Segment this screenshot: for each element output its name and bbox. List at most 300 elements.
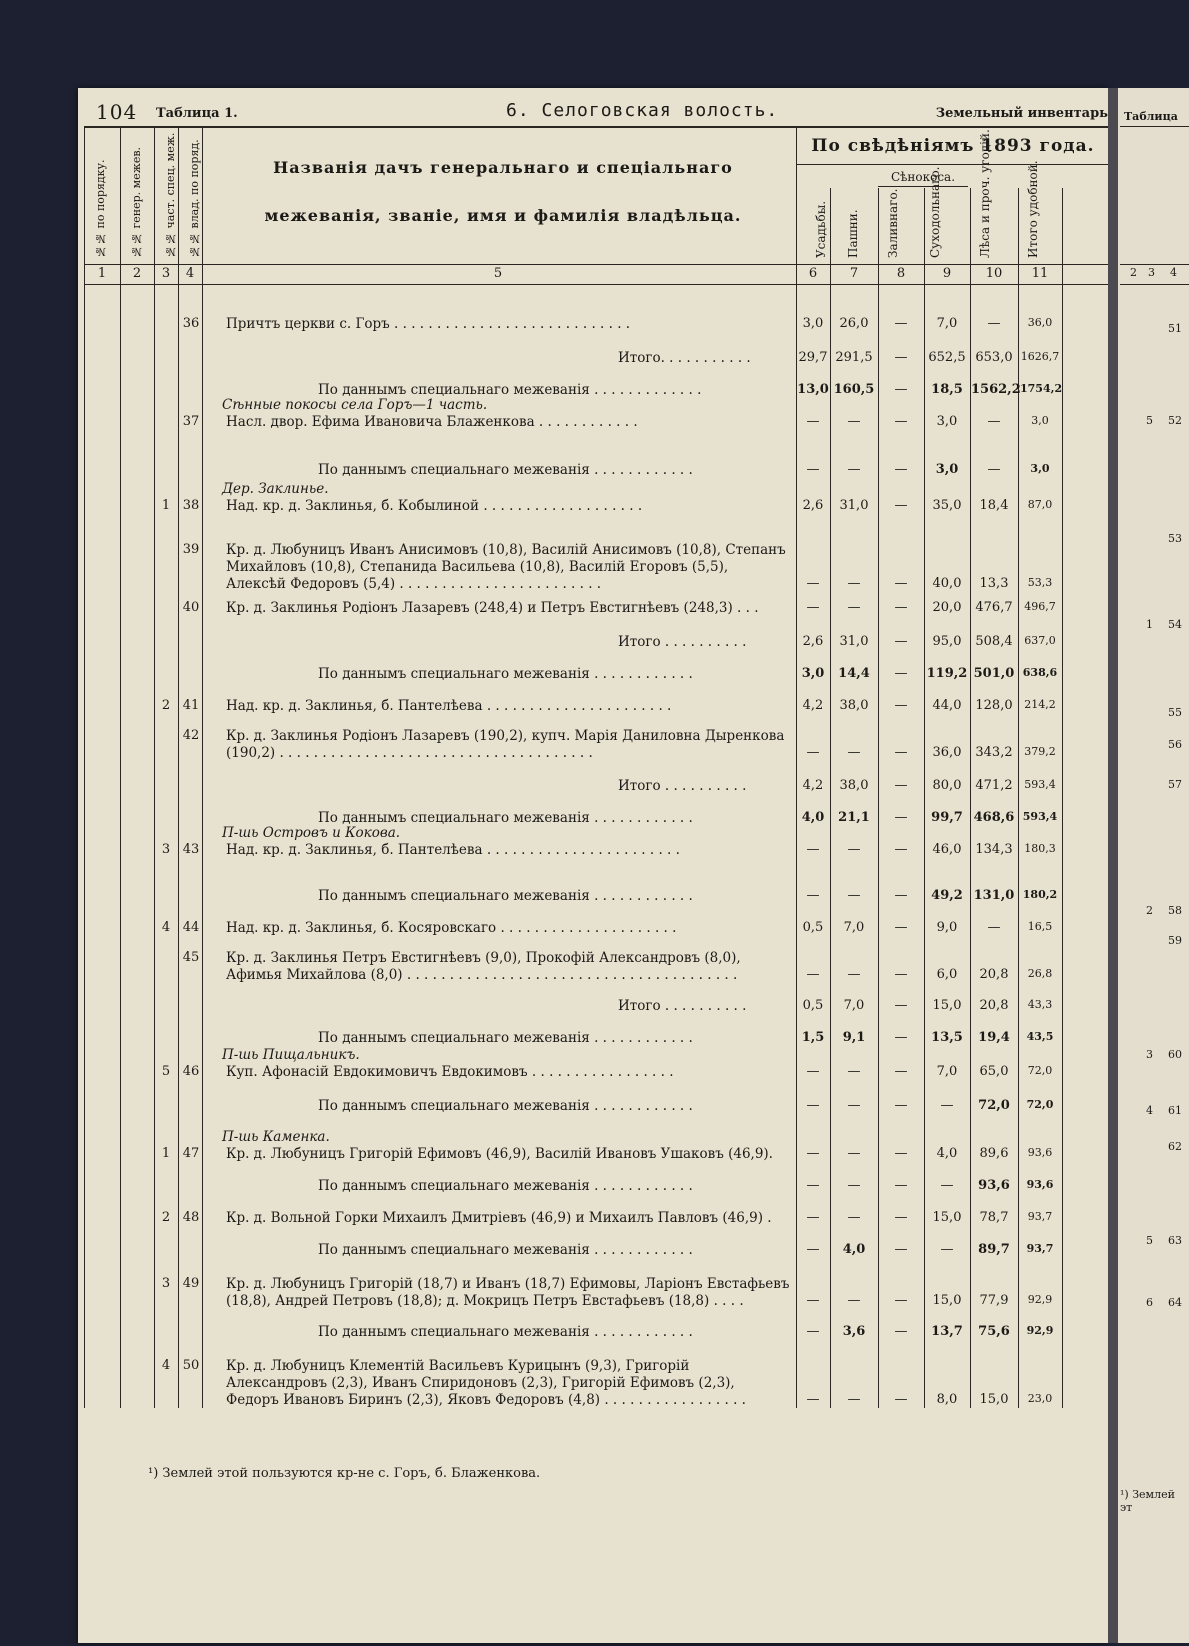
value-cell: — (894, 1030, 908, 1045)
value-cell: 93,6 (1027, 1146, 1053, 1159)
value-cell: — (894, 634, 908, 649)
value-cell: — (847, 576, 861, 591)
value-cell: 7,0 (843, 998, 865, 1013)
row-owner-number: 49 (182, 1276, 200, 1291)
value-cell: — (806, 967, 820, 982)
value-cell: 78,7 (979, 1210, 1009, 1225)
value-cell: 77,9 (979, 1293, 1009, 1308)
row-owner-number: 47 (182, 1146, 200, 1161)
next-page-footnote: ¹) Землей эт (1120, 1488, 1175, 1514)
value-cell: 36,0 (1027, 316, 1053, 329)
value-cell: — (894, 998, 908, 1013)
next-page-left-number: 5 (1146, 1234, 1153, 1247)
column-rule (924, 188, 925, 1408)
value-cell: — (940, 1178, 954, 1193)
section-heading: П-шь Каменка. (222, 1129, 330, 1145)
value-cell: 36,0 (932, 745, 962, 760)
value-cell: 2,6 (802, 634, 824, 649)
value-cell: 8,0 (936, 1392, 958, 1407)
value-cell: — (806, 600, 820, 615)
section-heading: Сѣнные покосы села Горъ—1 часть. (222, 397, 488, 413)
column-number: 8 (896, 266, 906, 281)
row-owner-number: 36 (182, 316, 200, 331)
value-cell: — (847, 1178, 861, 1193)
owner-row-label: Куп. Афонасій Евдокимовичъ Евдокимовъ . . . . . . . . . . . . . . . . . (226, 1064, 674, 1080)
value-cell: — (847, 414, 861, 429)
next-page-row-number: 57 (1168, 778, 1182, 791)
value-cell: — (847, 462, 861, 477)
value-cell: 7,0 (936, 1064, 958, 1079)
value-cell: 13,5 (931, 1030, 963, 1045)
column-number: 5 (493, 266, 503, 281)
row-special-number: 3 (161, 842, 171, 857)
value-cell: 593,4 (1024, 778, 1056, 791)
value-cell: — (806, 1098, 820, 1113)
col-header-9: Суходольнаго. (928, 166, 942, 258)
next-page-row-number: 61 (1168, 1104, 1182, 1117)
value-cell: — (894, 967, 908, 982)
column-number: 2 (132, 266, 142, 281)
row-special-number: 4 (161, 1358, 171, 1373)
value-cell: — (987, 414, 1001, 429)
value-cell: 4,2 (802, 698, 824, 713)
value-cell: 99,7 (931, 810, 963, 825)
value-cell: — (847, 1146, 861, 1161)
owner-row-label: Кр. д. Вольной Горки Михаилъ Дмитріевъ (46,9) и Михаилъ Павловъ (46,9) . (226, 1210, 772, 1226)
value-cell: — (847, 600, 861, 615)
special-survey-row-label: По даннымъ специальнаго межеванія . . . . . . . . . . . . (318, 888, 693, 904)
value-cell: 72,0 (978, 1098, 1010, 1113)
row-owner-number: 39 (182, 542, 200, 557)
inventory-label: Земельный инвентарь (935, 106, 1108, 121)
value-cell: 20,0 (932, 600, 962, 615)
column-rule (1062, 188, 1063, 1408)
value-cell: — (894, 888, 908, 903)
value-cell: — (940, 1098, 954, 1113)
value-cell: 653,0 (975, 350, 1013, 365)
value-cell: 180,3 (1024, 842, 1056, 855)
value-cell: — (806, 1064, 820, 1079)
value-cell: 65,0 (979, 1064, 1009, 1079)
value-cell: 4,0 (801, 810, 825, 825)
value-cell: 93,7 (1027, 1210, 1053, 1223)
next-page-row-number: 51 (1168, 322, 1182, 335)
value-cell: 0,5 (802, 998, 824, 1013)
next-page-row-number: 58 (1168, 904, 1182, 917)
total-row-label: Итого. . . . . . . . . . . (618, 350, 751, 366)
row-special-number: 5 (161, 1064, 171, 1079)
row-owner-number: 41 (182, 698, 200, 713)
value-cell: 160,5 (833, 382, 875, 397)
value-cell: 214,2 (1024, 698, 1056, 711)
column-number: 6 (808, 266, 818, 281)
value-cell: — (847, 1392, 861, 1407)
value-cell: 15,0 (932, 1210, 962, 1225)
column-number: 3 (161, 266, 171, 281)
next-page-title: Таблица (1124, 110, 1178, 123)
row-owner-number: 43 (182, 842, 200, 857)
value-cell: — (806, 576, 820, 591)
column-number: 11 (1031, 266, 1049, 281)
section-heading: П-шь Пищальникъ. (222, 1047, 360, 1063)
owner-row-label: Причтъ церкви с. Горъ . . . . . . . . . . . . . . . . . . . . . . . . . . . . (226, 316, 631, 332)
value-cell: 379,2 (1024, 745, 1056, 758)
value-cell: 72,0 (1027, 1064, 1053, 1077)
value-cell: 49,2 (931, 888, 963, 903)
row-owner-number: 42 (182, 728, 200, 743)
col-header-10: Лѣса и проч. угодій. (978, 129, 992, 258)
owner-row-label: Кр. д. Любуницъ Иванъ Анисимовъ (10,8), Василій Анисимовъ (10,8), Степанъ Михайловъ (10,8), Степанида Васильева (10,8), Василій Егоровъ (5,5), Алексѣй Федоровъ (5,4) . . . . . . . . . . . . . . . . . . . . . . . . (226, 542, 786, 592)
next-page-column-number: 2 (1130, 266, 1137, 279)
value-cell: — (847, 1064, 861, 1079)
value-cell: 92,9 (1026, 1324, 1054, 1337)
value-cell: — (894, 350, 908, 365)
group-header: По свѣдѣніямъ 1893 года. (811, 136, 1095, 156)
value-cell: 93,7 (1026, 1242, 1054, 1255)
value-cell: — (806, 888, 820, 903)
next-page-left-number: 4 (1146, 1104, 1153, 1117)
value-cell: 508,4 (975, 634, 1013, 649)
value-cell: — (894, 576, 908, 591)
row-owner-number: 46 (182, 1064, 200, 1079)
value-cell: — (806, 1242, 820, 1257)
column-rule (970, 188, 971, 1408)
owner-row-label: Над. кр. д. Заклинья, б. Пантелѣева . . . . . . . . . . . . . . . . . . . . . . (226, 698, 672, 714)
value-cell: — (894, 810, 908, 825)
column-rule (1018, 188, 1019, 1408)
row-owner-number: 40 (182, 600, 200, 615)
row-owner-number: 48 (182, 1210, 200, 1225)
page-header (96, 102, 1108, 124)
value-cell: — (894, 1178, 908, 1193)
value-cell: — (987, 316, 1001, 331)
value-cell: 652,5 (928, 350, 966, 365)
next-page-row-number: 62 (1168, 1140, 1182, 1153)
next-page-row-number: 56 (1168, 738, 1182, 751)
value-cell: 53,3 (1027, 576, 1053, 589)
value-cell: 26,8 (1027, 967, 1053, 980)
value-cell: — (847, 1210, 861, 1225)
value-cell: — (847, 1098, 861, 1113)
value-cell: 46,0 (932, 842, 962, 857)
col-header-5-line2: межеванія, званіе, имя и фамилія владѣльца. (264, 206, 742, 225)
value-cell: — (894, 920, 908, 935)
footnote: ¹) Землей этой пользуются кр-не с. Горъ, б. Блаженкова. (148, 1466, 541, 1481)
volost-title: 6. Селоговская волость. (506, 100, 779, 121)
owner-row-label: Кр. д. Любуницъ Григорій Ефимовъ (46,9), Василій Ивановъ Ушаковъ (46,9). (226, 1146, 773, 1162)
senokosa-header: Сѣнокоса. (890, 170, 956, 184)
value-cell: 87,0 (1027, 498, 1053, 511)
value-cell: 0,5 (802, 920, 824, 935)
value-cell: 13,0 (797, 382, 829, 397)
special-survey-row-label: По даннымъ специальнаго межеванія . . . . . . . . . . . . (318, 462, 693, 478)
value-cell: — (894, 414, 908, 429)
value-cell: 40,0 (932, 576, 962, 591)
value-cell: 80,0 (932, 778, 962, 793)
value-cell: — (894, 842, 908, 857)
value-cell: — (894, 1293, 908, 1308)
next-page-row-number: 55 (1168, 706, 1182, 719)
value-cell: 3,0 (935, 462, 959, 477)
value-cell: — (806, 1146, 820, 1161)
document-page (78, 88, 1108, 1643)
value-cell: 92,9 (1027, 1293, 1053, 1306)
value-cell: 3,0 (801, 666, 825, 681)
value-cell: 638,6 (1022, 666, 1058, 679)
owner-row-label: Над. кр. д. Заклинья, б. Кобылиной . . . . . . . . . . . . . . . . . . . (226, 498, 643, 514)
value-cell: 18,5 (931, 382, 963, 397)
value-cell: — (806, 1392, 820, 1407)
column-rule (830, 188, 831, 1408)
value-cell: 501,0 (973, 666, 1015, 681)
col-header-5-line1: Названія дачъ генеральнаго и спеціальнаго (273, 158, 733, 177)
value-cell: 476,7 (975, 600, 1013, 615)
value-cell: 26,0 (839, 316, 869, 331)
owner-row-label: Кр. д. Заклинья Петръ Евстигнѣевъ (9,0), Прокофій Александровъ (8,0), Афимья Михайлова (8,0) . . . . . . . . . . . . . . . . . . . . . . . . . . . . . . . . . . . . . . . (226, 950, 741, 983)
value-cell: 89,6 (979, 1146, 1009, 1161)
value-cell: 75,6 (978, 1324, 1010, 1339)
value-cell: 29,7 (798, 350, 828, 365)
column-number: 4 (185, 266, 195, 281)
special-survey-row-label: По даннымъ специальнаго межеванія . . . . . . . . . . . . (318, 1030, 693, 1046)
row-owner-number: 44 (182, 920, 200, 935)
book-gutter (1108, 88, 1118, 1643)
next-page-row-number: 59 (1168, 934, 1182, 947)
column-number: 7 (849, 266, 859, 281)
value-cell: 637,0 (1024, 634, 1056, 647)
column-rule (202, 126, 203, 1408)
next-page-row-number: 52 (1168, 414, 1182, 427)
value-cell: 14,4 (838, 666, 870, 681)
table-label: Таблица 1. (156, 106, 238, 121)
value-cell: 13,3 (979, 576, 1009, 591)
value-cell: 471,2 (975, 778, 1013, 793)
column-rule (878, 188, 879, 1408)
special-survey-row-label: По даннымъ специальнаго межеванія . . . . . . . . . . . . (318, 1242, 693, 1258)
value-cell: 7,0 (843, 920, 865, 935)
page-number: 104 (96, 100, 138, 124)
value-cell: — (894, 745, 908, 760)
value-cell: 3,0 (1031, 414, 1049, 427)
value-cell: 9,0 (936, 920, 958, 935)
value-cell: 131,0 (973, 888, 1015, 903)
value-cell: 343,2 (975, 745, 1013, 760)
value-cell: 21,1 (838, 810, 870, 825)
value-cell: 593,4 (1022, 810, 1058, 823)
value-cell: 44,0 (932, 698, 962, 713)
value-cell: 4,0 (842, 1242, 866, 1257)
value-cell: — (806, 462, 820, 477)
value-cell: — (806, 1178, 820, 1193)
value-cell: — (894, 1210, 908, 1225)
value-cell: 9,1 (842, 1030, 866, 1045)
value-cell: — (987, 462, 1001, 477)
special-survey-row-label: По даннымъ специальнаго межеванія . . . . . . . . . . . . (318, 666, 693, 682)
owner-row-label: Кр. д. Любуницъ Григорій (18,7) и Иванъ (18,7) Ефимовы, Ларіонъ Евстафьевъ (18,8), Андрей Петровъ (18,8); д. Мокрицъ Петръ Евстафьевъ (18,8) . . . . (226, 1276, 790, 1309)
col-header-7: Пашни. (846, 209, 860, 258)
value-cell: — (806, 1210, 820, 1225)
value-cell: 7,0 (936, 316, 958, 331)
value-cell: 119,2 (926, 666, 968, 681)
next-page-row-number: 54 (1168, 618, 1182, 631)
value-cell: 95,0 (932, 634, 962, 649)
value-cell: — (847, 888, 861, 903)
total-row-label: Итого . . . . . . . . . . (618, 634, 747, 650)
row-special-number: 1 (161, 1146, 171, 1161)
value-cell: 4,0 (936, 1146, 958, 1161)
col-header-11: Итого удобной. (1026, 160, 1040, 258)
value-cell: — (847, 745, 861, 760)
value-cell: — (847, 842, 861, 857)
special-survey-row-label: По даннымъ специальнаго межеванія . . . . . . . . . . . . . (318, 382, 702, 398)
value-cell: — (806, 414, 820, 429)
value-cell: 128,0 (975, 698, 1013, 713)
value-cell: — (894, 600, 908, 615)
value-cell: — (847, 1293, 861, 1308)
owner-row-label: Кр. д. Заклинья Родіонъ Лазаревъ (248,4) и Петръ Евстигнѣевъ (248,3) . . . (226, 600, 759, 616)
owner-row-label: Над. кр. д. Заклинья, б. Косяровскаго . . . . . . . . . . . . . . . . . . . . . (226, 920, 677, 936)
value-cell: — (894, 698, 908, 713)
column-rule (178, 126, 179, 1408)
value-cell: — (894, 778, 908, 793)
value-cell: 1562,2 (971, 382, 1021, 397)
value-cell: 72,0 (1026, 1098, 1054, 1111)
column-rule (84, 126, 85, 1408)
next-page-edge (1118, 88, 1189, 1643)
owner-row-label: Над. кр. д. Заклинья, б. Пантелѣева . . . . . . . . . . . . . . . . . . . . . . . (226, 842, 680, 858)
value-cell: 3,0 (936, 414, 958, 429)
value-cell: 180,2 (1022, 888, 1058, 901)
value-cell: 1626,7 (1020, 350, 1060, 363)
col-header-8: Заливнаго. (886, 188, 900, 258)
row-special-number: 4 (161, 920, 171, 935)
value-cell: 23,0 (1027, 1392, 1053, 1405)
next-page-row-number: 60 (1168, 1048, 1182, 1061)
value-cell: 1754,2 (1020, 382, 1063, 395)
value-cell: — (806, 1324, 820, 1339)
owner-row-label: Кр. д. Любуницъ Клементій Васильевъ Курицынъ (9,3), Григорій Александровъ (2,3), Иванъ Спиридоновъ (2,3), Григорій Ефимовъ (2,3), Федоръ Ивановъ Биринъ (2,3), Яковъ Федоровъ (4,8) . . . . . . . . . . . . . . . . . (226, 1358, 746, 1408)
special-survey-row-label: По даннымъ специальнаго межеванія . . . . . . . . . . . . (318, 1178, 693, 1194)
next-page-column-number: 4 (1170, 266, 1177, 279)
column-rule (154, 126, 155, 1408)
value-cell: — (894, 1064, 908, 1079)
value-cell: 93,6 (1026, 1178, 1054, 1191)
owner-row-label: Насл. двор. Ефима Ивановича Блаженкова . . . . . . . . . . . . (226, 414, 638, 430)
col-header-4: №№ влад. по поряд. (188, 139, 201, 258)
next-page-left-number: 1 (1146, 618, 1153, 631)
value-cell: 43,5 (1026, 1030, 1054, 1043)
value-cell: — (806, 1293, 820, 1308)
value-cell: — (894, 1146, 908, 1161)
value-cell: — (894, 666, 908, 681)
next-page-left-number: 5 (1146, 414, 1153, 427)
col-header-2: №№ генер. межев. (130, 146, 143, 258)
row-special-number: 1 (161, 498, 171, 513)
next-page-column-number: 3 (1148, 266, 1155, 279)
row-owner-number: 45 (182, 950, 200, 965)
value-cell: 31,0 (839, 634, 869, 649)
col-header-6: Усадьбы. (814, 200, 828, 258)
value-cell: — (806, 842, 820, 857)
value-cell: 93,6 (978, 1178, 1010, 1193)
value-cell: 2,6 (802, 498, 824, 513)
row-owner-number: 50 (182, 1358, 200, 1373)
value-cell: 3,6 (842, 1324, 866, 1339)
total-row-label: Итого . . . . . . . . . . (618, 778, 747, 794)
value-cell: 35,0 (932, 498, 962, 513)
value-cell: 38,0 (839, 698, 869, 713)
value-cell: 31,0 (839, 498, 869, 513)
value-cell: 18,4 (979, 498, 1009, 513)
col-header-1: №№ по порядку. (94, 159, 107, 258)
next-page-row-number: 64 (1168, 1296, 1182, 1309)
special-survey-row-label: По даннымъ специальнаго межеванія . . . . . . . . . . . . (318, 810, 693, 826)
special-survey-row-label: По даннымъ специальнаго межеванія . . . . . . . . . . . . (318, 1098, 693, 1114)
next-page-left-number: 6 (1146, 1296, 1153, 1309)
value-cell: — (806, 745, 820, 760)
value-cell: — (940, 1242, 954, 1257)
value-cell: — (894, 1098, 908, 1113)
value-cell: 43,3 (1027, 998, 1053, 1011)
row-special-number: 3 (161, 1276, 171, 1291)
column-number: 1 (97, 266, 107, 281)
value-cell: — (894, 1392, 908, 1407)
value-cell: — (847, 967, 861, 982)
value-cell: 496,7 (1024, 600, 1056, 613)
next-page-left-number: 3 (1146, 1048, 1153, 1061)
value-cell: — (894, 1242, 908, 1257)
value-cell: 16,5 (1027, 920, 1053, 933)
value-cell: — (894, 462, 908, 477)
section-heading: Дер. Заклинье. (222, 481, 329, 497)
value-cell: 15,0 (932, 1293, 962, 1308)
value-cell: 1,5 (801, 1030, 825, 1045)
value-cell: 15,0 (979, 1392, 1009, 1407)
value-cell: 15,0 (932, 998, 962, 1013)
value-cell: 38,0 (839, 778, 869, 793)
value-cell: 20,8 (979, 998, 1009, 1013)
column-number: 9 (942, 266, 952, 281)
value-cell: 291,5 (835, 350, 873, 365)
value-cell: — (987, 920, 1001, 935)
row-special-number: 2 (161, 1210, 171, 1225)
value-cell: 3,0 (1030, 462, 1050, 475)
value-cell: — (894, 316, 908, 331)
value-cell: 13,7 (931, 1324, 963, 1339)
special-survey-row-label: По даннымъ специальнаго межеванія . . . . . . . . . . . . (318, 1324, 693, 1340)
row-special-number: 2 (161, 698, 171, 713)
value-cell: 4,2 (802, 778, 824, 793)
value-cell: — (894, 498, 908, 513)
value-cell: 134,3 (975, 842, 1013, 857)
value-cell: — (894, 382, 908, 397)
next-page-row-number: 53 (1168, 532, 1182, 545)
value-cell: — (894, 1324, 908, 1339)
value-cell: 468,6 (973, 810, 1015, 825)
row-owner-number: 37 (182, 414, 200, 429)
column-rule (120, 126, 121, 1408)
owner-row-label: Кр. д. Заклинья Родіонъ Лазаревъ (190,2), купч. Марія Даниловна Дыренкова (190,2) . . . . . . . . . . . . . . . . . . . . . . . . . . . . . . . . . . . . . (226, 728, 785, 761)
next-page-row-number: 63 (1168, 1234, 1182, 1247)
value-cell: 6,0 (936, 967, 958, 982)
value-cell: 19,4 (978, 1030, 1010, 1045)
col-header-3: №№ част. спец. меж. (164, 132, 177, 258)
row-owner-number: 38 (182, 498, 200, 513)
value-cell: 89,7 (978, 1242, 1010, 1257)
value-cell: 3,0 (802, 316, 824, 331)
section-heading: П-шь Островъ и Кокова. (222, 825, 401, 841)
column-number: 10 (985, 266, 1003, 281)
